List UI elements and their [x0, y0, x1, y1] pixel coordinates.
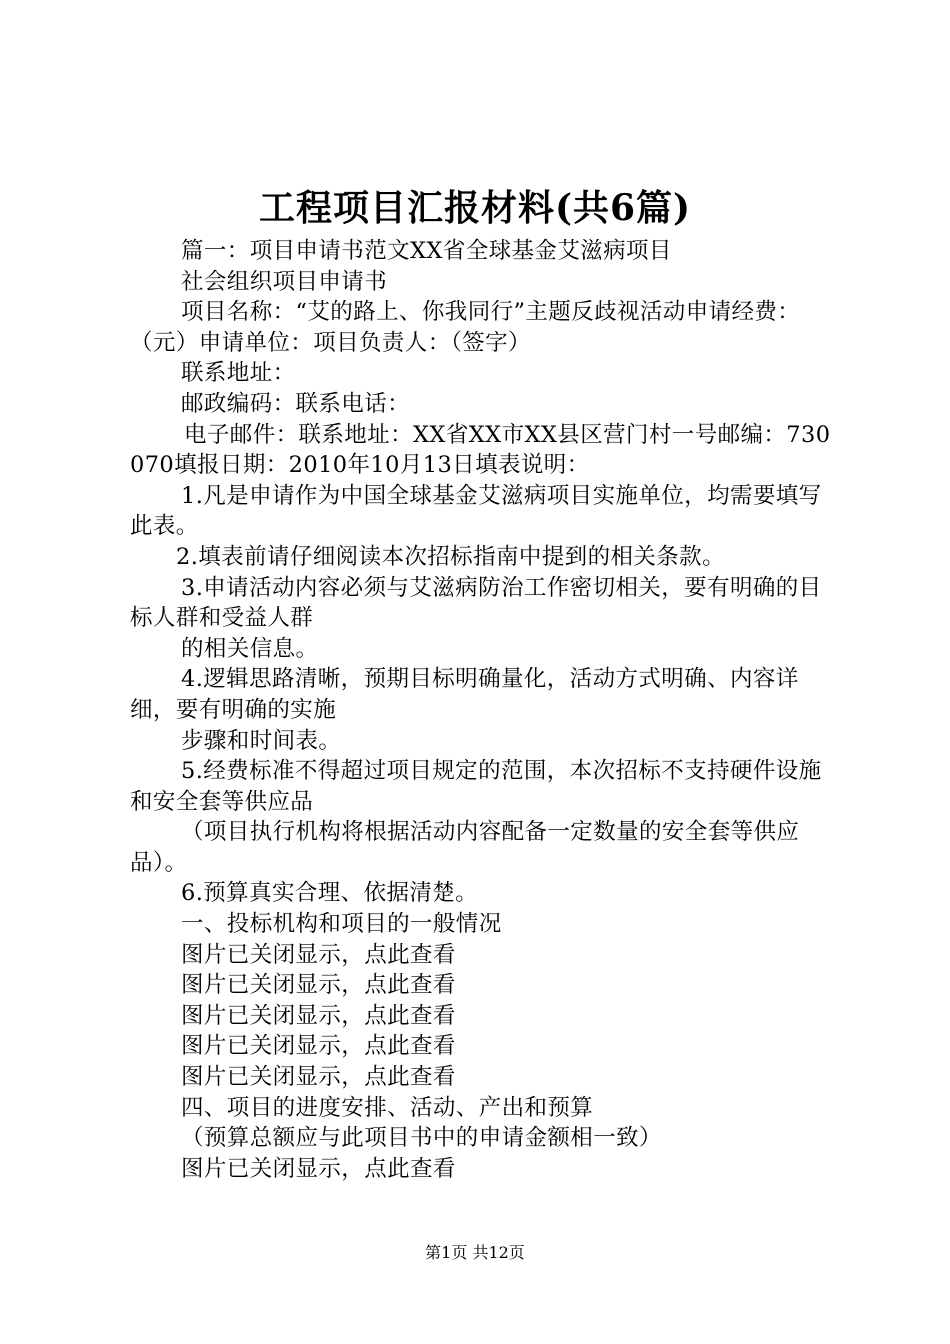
paragraph: 4.逻辑思路清晰，预期目标明确量化，活动方式明确、内容详细，要有明确的实施	[130, 666, 799, 723]
section-heading: 四、项目的进度安排、活动、产出和预算	[181, 1094, 594, 1121]
paragraph: 邮政编码：联系电话：	[181, 390, 411, 417]
image-placeholder-link[interactable]: 图片已关闭显示，点此查看	[181, 972, 456, 999]
paragraph: 的相关信息。	[181, 635, 319, 662]
page-footer: 第1页 共12页	[425, 1243, 525, 1262]
paragraph: （预算总额应与此项目书中的申请金额相一致）	[181, 1125, 662, 1152]
paragraph: 篇一：项目申请书范文XX省全球基金艾滋病项目	[181, 238, 672, 264]
image-placeholder-link[interactable]: 图片已关闭显示，点此查看	[181, 941, 456, 968]
paragraph: 步骤和时间表。	[181, 727, 342, 754]
paragraph: 电子邮件：联系地址：XX省XX市XX县区营门村一号邮编：730070填报日期：2010年10月13日填表说明：	[130, 421, 831, 479]
paragraph: 3.申请活动内容必须与艾滋病防治工作密切相关，要有明确的目标人群和受益人群	[130, 574, 822, 632]
section-heading: 一、投标机构和项目的一般情况	[181, 911, 502, 938]
document-title: 工程项目汇报材料(共6篇)	[258, 187, 692, 229]
image-placeholder-link[interactable]: 图片已关闭显示，点此查看	[181, 1064, 456, 1091]
image-placeholder-link[interactable]: 图片已关闭显示，点此查看	[181, 1033, 456, 1060]
paragraph: 6.预算真实合理、依据清楚。	[181, 880, 479, 907]
image-placeholder-link[interactable]: 图片已关闭显示，点此查看	[181, 1155, 456, 1182]
paragraph: 2.填表前请仔细阅读本次招标指南中提到的相关条款。	[176, 543, 725, 570]
image-placeholder-link[interactable]: 图片已关闭显示，点此查看	[181, 1002, 456, 1029]
document-body	[130, 236, 835, 1184]
paragraph: 1.凡是申请作为中国全球基金艾滋病项目实施单位，均需要填写此表。	[130, 482, 822, 540]
paragraph: 社会组织项目申请书	[181, 268, 388, 295]
paragraph: 5.经费标准不得超过项目规定的范围，本次招标不支持硬件设施和安全套等供应品	[130, 758, 822, 815]
paragraph: 联系地址：	[181, 360, 296, 387]
paragraph: 项目名称：“艾的路上、你我同行”主题反歧视活动申请经费：（元）申请单位：项目负责人：（签字）	[130, 299, 801, 356]
paragraph: （项目执行机构将根据活动内容配备一定数量的安全套等供应品）。	[130, 819, 800, 876]
